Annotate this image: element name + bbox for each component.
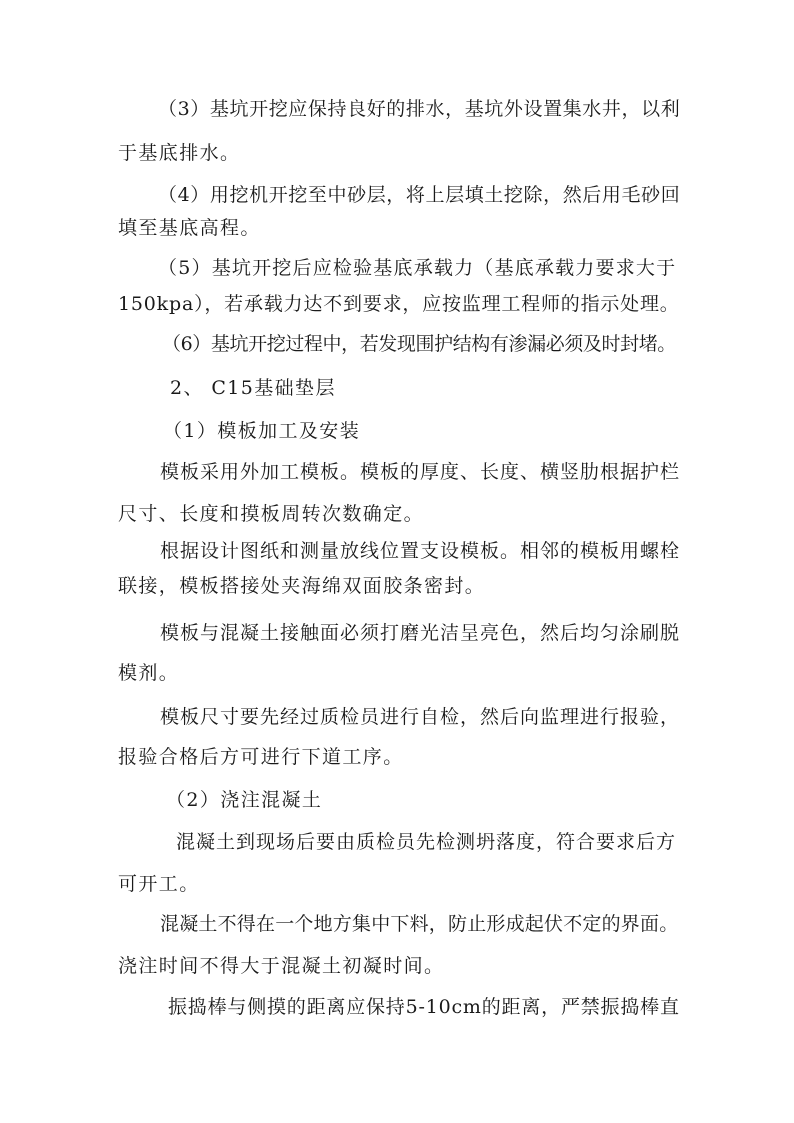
text-line: 150kpa），若承载力达不到要求，应按监理工程师的指示处理。 — [118, 293, 680, 315]
text-line: 尺寸、长度和摸板周转次数确定。 — [118, 503, 425, 525]
text-line: 可开工。 — [118, 873, 200, 895]
text-line: 于基底排水。 — [118, 142, 241, 164]
text-line: 振捣棒与侧摸的距离应保持5-10cm的距离，严禁振捣棒直 — [168, 996, 680, 1018]
text-line: 填至基底高程。 — [118, 217, 261, 239]
text-line: 浇注时间不得大于混凝土初凝时间。 — [118, 955, 445, 977]
text-line: （5）基坑开挖后应检验基底承载力（基底承载力要求大于 — [158, 257, 677, 279]
subsection-heading: （2）浇注混凝土 — [166, 789, 323, 811]
text-line: 混凝土到现场后要由质检员先检测坍落度，符合要求后方 — [176, 831, 677, 853]
text-line: 模剂。 — [118, 662, 180, 684]
text-line: 模板尺寸要先经过质检员进行自检，然后向监理进行报验， — [160, 706, 681, 728]
text-line: （4）用挖机开挖至中砂层，将上层填土挖除，然后用毛砂回 — [158, 184, 681, 206]
text-line: 混凝土不得在一个地方集中下料，防止形成起伏不定的界面。 — [160, 913, 679, 935]
subsection-heading: （1）模板加工及安装 — [163, 420, 361, 442]
text-line: 模板采用外加工模板。模板的厚度、长度、横竖肋根据护栏 — [160, 461, 681, 483]
text-line: 模板与混凝土接触面必须打磨光洁呈亮色，然后均匀涂刷脱 — [160, 622, 681, 644]
text-line: （6）基坑开挖过程中，若发现围护结构有渗漏必须及时封堵。 — [162, 333, 676, 355]
text-line: 报验合格后方可进行下道工序。 — [118, 746, 404, 768]
section-heading: 2、 C15基础垫层 — [170, 377, 336, 399]
text-line: 根据设计图纸和测量放线位置支设模板。相邻的模板用螺栓 — [160, 540, 681, 562]
text-line: 联接，模板搭接处夹海绵双面胶条密封。 — [118, 575, 486, 597]
text-line: （3）基坑开挖应保持良好的排水，基坑外设置集水井，以利 — [158, 98, 681, 120]
